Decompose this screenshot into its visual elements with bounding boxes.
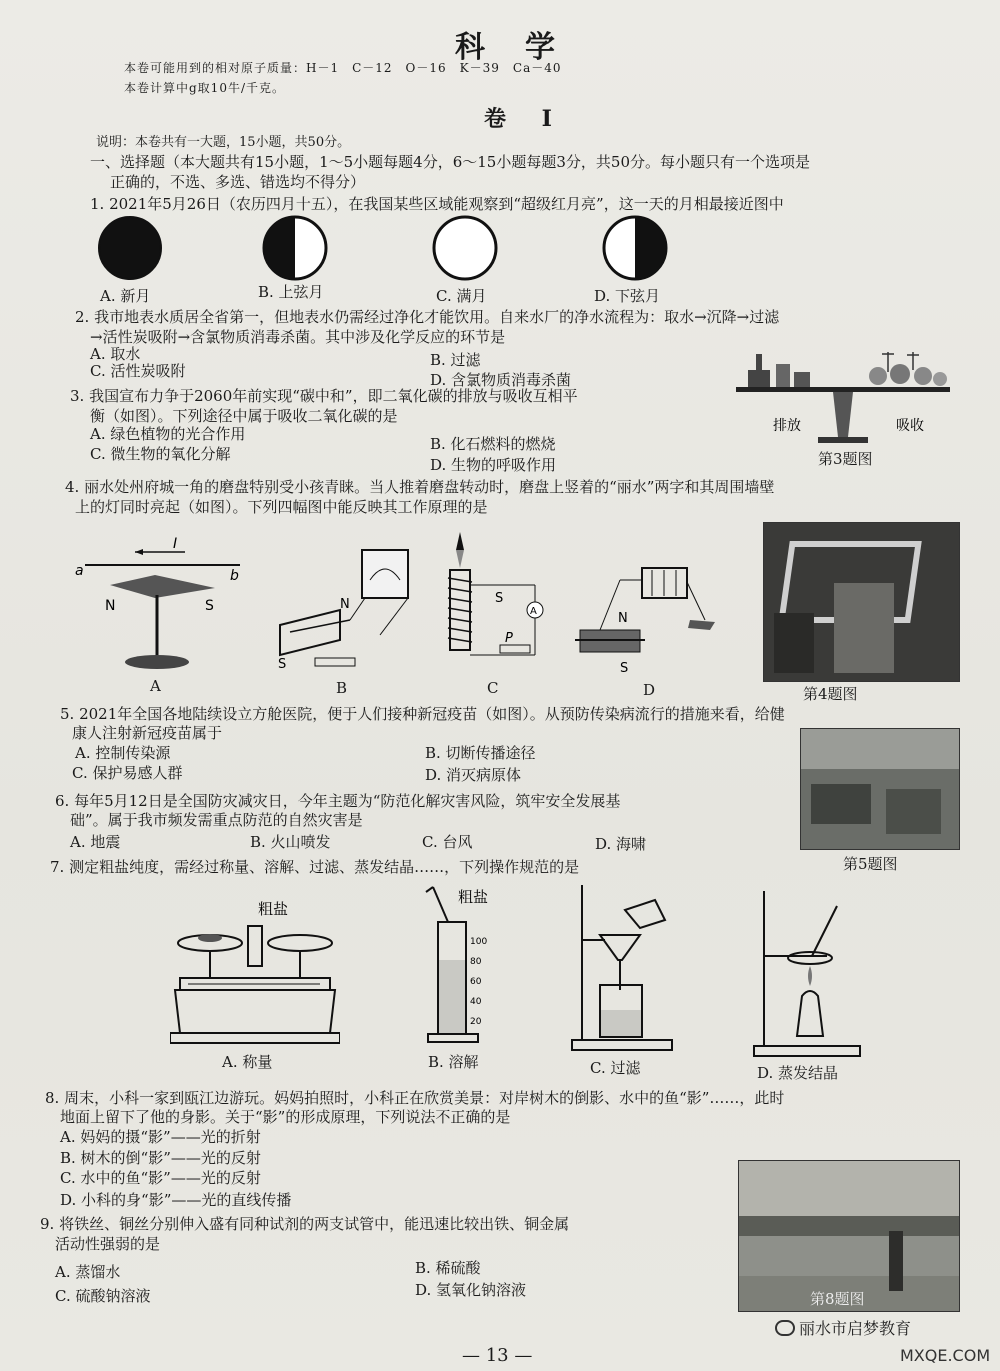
q1-stem: 1. 2021年5月26日（农历四月十五），在我国某些区域能观察到“超级红月亮”，这一天的月相最接近图中	[90, 195, 784, 213]
q6-stem-1: 6. 每年5月12日是全国防灾减灾日，今年主题为“防范化解灾害风险，筑牢安全发展基	[55, 792, 621, 810]
q4-figure-c	[440, 530, 550, 675]
q8-stem-2: 地面上留下了他的身影。关于“影”的形成原理，下列说法不正确的是	[60, 1108, 511, 1126]
section-title: 卷 Ⅰ	[484, 106, 566, 132]
svg-text:P: P	[505, 631, 513, 646]
q5-stem-2: 康人注射新冠疫苗属于	[72, 724, 223, 742]
alcohol-lamp	[797, 991, 823, 1036]
q8-option-a: A. 妈妈的摄“影”——光的折射	[60, 1128, 261, 1146]
svg-text:60: 60	[470, 977, 482, 987]
q5-photo	[800, 728, 960, 850]
q9-option-a: A. 蒸馏水	[55, 1263, 121, 1281]
q3-option-a: A. 绿色植物的光合作用	[90, 425, 246, 443]
svg-text:N: N	[105, 598, 116, 614]
svg-text:S: S	[278, 657, 287, 672]
q8-caption: 第8题图	[810, 1290, 865, 1308]
svg-text:I: I	[173, 536, 178, 552]
q5-caption: 第5题图	[843, 855, 898, 873]
q7-figure-evaporate	[752, 886, 862, 1061]
glass-rod	[812, 906, 837, 956]
svg-text:100: 100	[470, 937, 488, 947]
q7-option-d: D. 蒸发结晶	[757, 1064, 839, 1082]
galvanometer-icon	[362, 550, 408, 598]
q5-option-a: A. 控制传染源	[75, 744, 171, 762]
q1-option-a: A. 新月	[100, 287, 151, 305]
new-moon-icon	[99, 217, 161, 279]
q8-option-c: C. 水中的鱼“影”——光的反射	[60, 1169, 261, 1187]
q6-option-d: D. 海啸	[595, 835, 647, 853]
q8-stem-1: 8. 周末，小科一家到瓯江边游玩。妈妈拍照时，小科正在欣赏美景：对岸树木的倒影、水中的鱼“影”……，此时	[45, 1089, 785, 1107]
emission-label: 排放	[773, 418, 801, 434]
svg-text:粗盐: 粗盐	[258, 900, 289, 918]
q4-caption: 第4题图	[803, 685, 858, 703]
q4-stem-2: 上的灯同时亮起（如图）。下列四幅图中能反映其工作原理的是	[75, 498, 488, 516]
q8-option-b: B. 树木的倒“影”——光的反射	[60, 1149, 261, 1167]
q3-option-b: B. 化石燃料的燃烧	[430, 435, 556, 453]
q2-option-d: D. 含氯物质消毒杀菌	[430, 371, 572, 389]
svg-text:N: N	[340, 597, 350, 612]
q4-option-a: A	[150, 677, 161, 695]
svg-text:N: N	[618, 611, 628, 626]
switch-icon	[688, 620, 715, 630]
first-quarter-moon-icon	[264, 217, 326, 279]
q6-option-a: A. 地震	[70, 833, 121, 851]
q9-option-c: C. 硫酸钠溶液	[55, 1287, 151, 1305]
q9-stem-1: 9. 将铁丝、铜丝分别伸入盛有同种试剂的两支试管中，能迅速比较出铁、铜金属	[40, 1215, 570, 1233]
q3-stem-1: 3. 我国宣布力争于2060年前实现“碳中和”，即二氧化碳的排放与吸收互相平	[70, 387, 578, 405]
section-intro-2: 正确的，不选、多选、错选均不得分）	[110, 173, 366, 191]
tree-icon	[869, 364, 947, 386]
q8-option-d: D. 小科的身“影”——光的直线传播	[60, 1191, 292, 1209]
wechat-icon	[775, 1320, 795, 1336]
q2-option-a: A. 取水	[90, 345, 141, 363]
svg-text:a: a	[75, 563, 84, 579]
q7-figure-balance	[170, 898, 340, 1048]
q7-option-a: A. 称量	[222, 1053, 273, 1071]
q4-figure-d	[570, 560, 720, 680]
svg-text:b: b	[230, 568, 239, 584]
q4-option-b: B	[336, 679, 348, 697]
moon-phase-figure	[95, 213, 695, 283]
page-title: 科学	[455, 30, 595, 65]
q9-option-b: B. 稀硫酸	[415, 1259, 481, 1277]
q7-figure-filter	[570, 880, 680, 1055]
q6-option-c: C. 台风	[422, 833, 473, 851]
q7-figure-cylinder	[418, 882, 508, 1052]
carbon-balance-figure	[728, 352, 958, 447]
q3-option-c: C. 微生物的氧化分解	[90, 445, 231, 463]
q5-option-d: D. 消灭病原体	[425, 766, 522, 784]
q3-option-d: D. 生物的呼吸作用	[430, 456, 557, 474]
factory-icon	[748, 354, 810, 387]
svg-text:40: 40	[470, 997, 482, 1007]
absorption-label: 吸收	[896, 418, 924, 434]
q4-figure-b	[270, 540, 430, 675]
q4-option-c: C	[487, 679, 499, 697]
beaker-pour	[625, 900, 665, 928]
q1-option-b: B. 上弦月	[258, 283, 324, 301]
q4-option-d: D	[643, 681, 656, 699]
q2-stem-2: →活性炭吸附→含氯物质消毒杀菌。其中涉及化学反应的环节是	[90, 328, 506, 346]
svg-text:S: S	[620, 661, 629, 676]
q3-caption: 第3题图	[818, 450, 873, 468]
q7-option-b: B. 溶解	[428, 1053, 479, 1071]
gravity-note: 本卷计算中g取10牛/千克。	[124, 81, 285, 95]
q6-option-b: B. 火山喷发	[250, 833, 331, 851]
page-number: — 13 —	[462, 1345, 533, 1366]
u-magnet	[280, 610, 340, 655]
svg-text:S: S	[495, 591, 504, 606]
svg-text:S: S	[205, 598, 214, 614]
svg-text:20: 20	[470, 1017, 482, 1027]
q4-photo	[763, 522, 960, 682]
q1-option-c: C. 满月	[436, 287, 487, 305]
watermark-site: MXQE.COM	[900, 1346, 991, 1365]
q9-option-d: D. 氢氧化钠溶液	[415, 1281, 527, 1299]
watermark-account-label: 丽水市启梦教育	[799, 1319, 912, 1338]
compass-needle	[456, 532, 464, 550]
svg-text:粗盐: 粗盐	[458, 888, 489, 906]
watermark-account	[775, 1316, 911, 1339]
q5-option-b: B. 切断传播途径	[425, 744, 536, 762]
q4-figure-a	[75, 530, 255, 680]
atomic-mass-note: 本卷可能用到的相对原子质量：H－1 C－12 O－16 K－39 Ca－40	[124, 61, 562, 75]
q6-stem-2: 础”。属于我市频发需重点防范的自然灾害是	[70, 811, 363, 829]
magnet-needle	[110, 575, 215, 598]
section-intro-1: 一、选择题（本大题共有15小题，1～5小题每题4分，6～15小题每题3分，共50分。每小题只有一个选项是	[90, 153, 810, 171]
q7-option-c: C. 过滤	[590, 1059, 641, 1077]
q2-option-c: C. 活性炭吸附	[90, 362, 186, 380]
q2-option-b: B. 过滤	[430, 351, 481, 369]
svg-text:80: 80	[470, 957, 482, 967]
q5-stem-1: 5. 2021年全国各地陆续设立方舱医院，便于人们接种新冠疫苗（如图）。从预防传染病流行的措施来看，给健	[60, 705, 785, 723]
q5-option-c: C. 保护易感人群	[72, 764, 183, 782]
q4-stem-1: 4. 丽水处州府城一角的磨盘特别受小孩青睐。当人推着磨盘转动时，磨盘上竖着的“丽水”两字和其周围墙壁	[65, 478, 775, 496]
q3-stem-2: 衡（如图）。下列途径中属于吸收二氧化碳的是	[90, 407, 398, 425]
section-desc: 说明：本卷共有一大题，15小题，共50分。	[96, 135, 351, 150]
q7-stem: 7. 测定粗盐纯度，需经过称量、溶解、过滤、蒸发结晶……，下列操作规范的是	[50, 858, 580, 876]
svg-text:A: A	[530, 606, 537, 617]
full-moon-icon	[434, 217, 496, 279]
last-quarter-moon-icon	[604, 217, 666, 279]
q9-stem-2: 活动性强弱的是	[55, 1235, 161, 1253]
q1-option-d: D. 下弦月	[594, 287, 661, 305]
q2-stem-1: 2. 我市地表水质居全省第一，但地表水仍需经过净化才能饮用。自来水厂的净水流程为：取水→沉降→过滤	[75, 308, 780, 326]
